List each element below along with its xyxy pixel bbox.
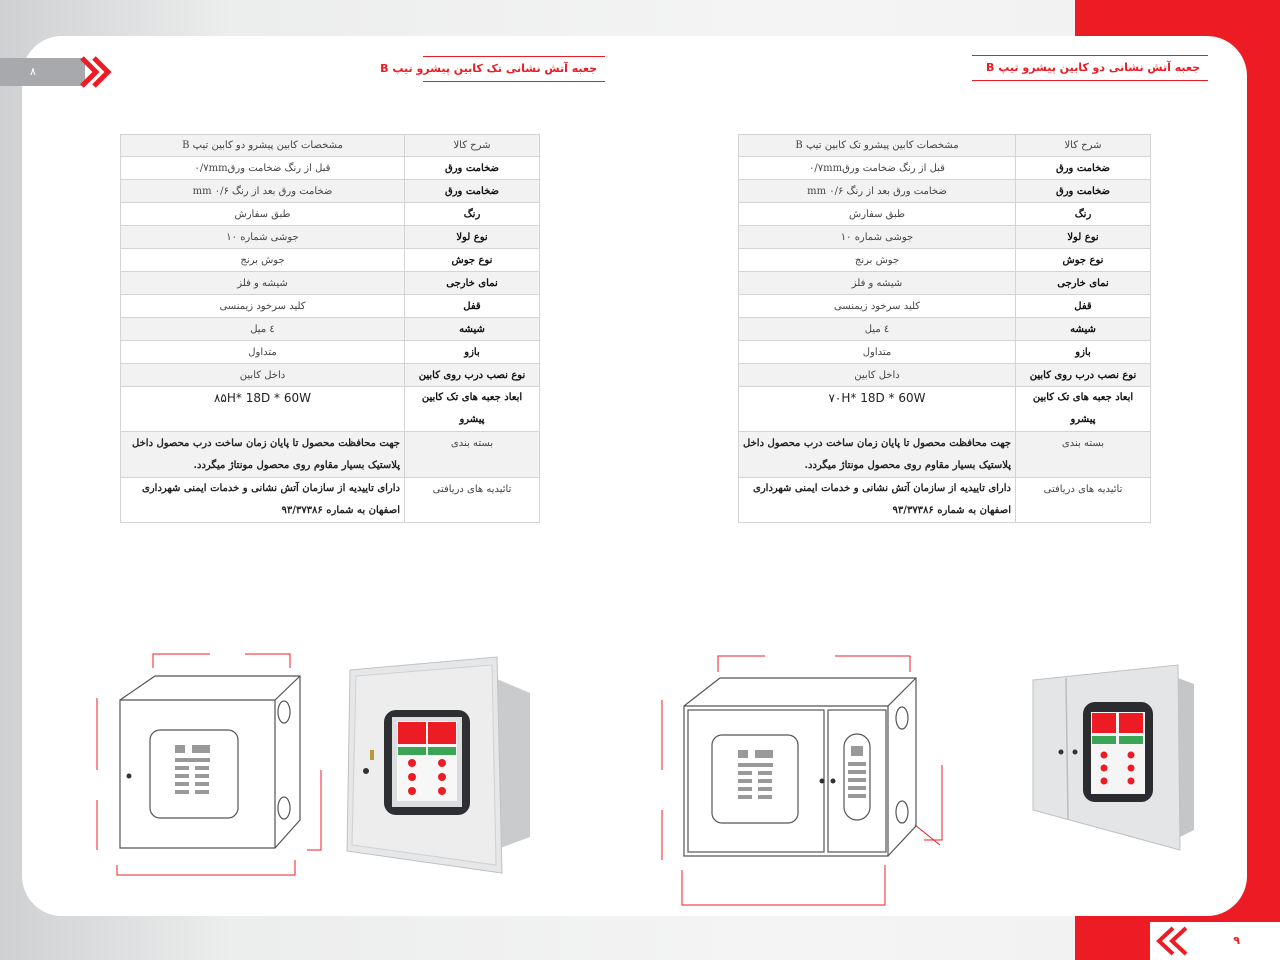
row-value: جوش برنج [739, 249, 1016, 272]
row-value: شیشه و فلز [121, 272, 405, 295]
row-value: طبق سفارش [121, 203, 405, 226]
double-cabinet-photo [1028, 660, 1198, 860]
table-header-row [121, 135, 540, 157]
row-key: رنگ [1016, 203, 1151, 226]
left-title-text: جعبه آتش نشانی تک کابین پیشرو تیپ B [380, 62, 597, 75]
row-key: نوع نصب درب روی کابین [1016, 364, 1151, 387]
row-key: نوع لولا [405, 226, 540, 249]
row-value: جوشی شماره ۱۰ [739, 226, 1016, 249]
row-key: نوع جوش [405, 249, 540, 272]
row-value: داخل کابین [739, 364, 1016, 387]
row-value: قبل از رنگ ضخامت ورق۰/۷mm [121, 157, 405, 180]
table-row [739, 249, 1151, 272]
page-number-left [0, 58, 85, 86]
row-key: بسته بندی [1016, 432, 1151, 478]
row-value: دارای تاییدیه از سازمان آتش نشانی و خدمات ایمنی شهرداری اصفهان به شماره ۹۳/۳۷۳۸۶ [739, 478, 1016, 523]
row-value: ۷۰H* 18D * 60W [739, 387, 1016, 432]
row-value: جهت محافظت محصول تا پایان زمان ساخت درب محصول داخل پلاستیک بسیار مقاوم روی محصول مونتاژ میگردد. [121, 432, 405, 478]
table-row [739, 203, 1151, 226]
page-number-left-text: ۸ [30, 65, 36, 78]
row-key: نمای خارجی [405, 272, 540, 295]
row-value: ٤ میل [121, 318, 405, 341]
table-row [121, 272, 540, 295]
table-row [739, 341, 1151, 364]
table-row [121, 249, 540, 272]
row-key: بسته بندی [405, 432, 540, 478]
table-row [121, 478, 540, 523]
header-key: شرح کالا [405, 135, 540, 157]
row-value: ضخامت ورق بعد از رنگ mm ۰/۶ [739, 180, 1016, 203]
left-page-title [380, 56, 605, 82]
row-key: تائیدیه های دریافتی [405, 478, 540, 523]
row-value: ۸۵H* 18D * 60W [121, 387, 405, 432]
row-value: ٤ میل [739, 318, 1016, 341]
table-row [739, 157, 1151, 180]
row-key: ضخامت ورق [1016, 180, 1151, 203]
table-row [739, 432, 1151, 478]
row-key: ضخامت ورق [405, 180, 540, 203]
row-value: متداول [739, 341, 1016, 364]
left-spec-table [120, 134, 540, 523]
row-key: شیشه [405, 318, 540, 341]
table-row [739, 387, 1151, 432]
row-value: ضخامت ورق بعد از رنگ mm ۰/۶ [121, 180, 405, 203]
chevron-arrows-icon [78, 56, 116, 88]
row-key: بازو [1016, 341, 1151, 364]
row-key: قفل [1016, 295, 1151, 318]
row-value: شیشه و فلز [739, 272, 1016, 295]
table-row [121, 318, 540, 341]
page-number-right-text: ۹ [1233, 934, 1240, 947]
row-value: جوشی شماره ۱۰ [121, 226, 405, 249]
right-title-text: جعبه آتش نشانی دو کابین پیشرو تیپ B [986, 61, 1200, 74]
double-cabinet-drawing [660, 650, 945, 910]
row-key: ابعاد جعبه های تک کابین پیشرو [1016, 387, 1151, 432]
table-row [739, 364, 1151, 387]
row-key: ضخامت ورق [1016, 157, 1151, 180]
row-key: تائیدیه های دریافتی [1016, 478, 1151, 523]
row-key: رنگ [405, 203, 540, 226]
row-value: کلید سرخود زیمنسی [121, 295, 405, 318]
header-key: شرح کالا [1016, 135, 1151, 157]
table-row [739, 226, 1151, 249]
row-key: نوع لولا [1016, 226, 1151, 249]
right-spec-table [738, 134, 1151, 523]
table-row [121, 203, 540, 226]
row-value: داخل کابین [121, 364, 405, 387]
row-value: دارای تاییدیه از سازمان آتش نشانی و خدمات ایمنی شهرداری اصفهان به شماره ۹۳/۳۷۳۸۶ [121, 478, 405, 523]
row-key: ابعاد جعبه های تک کابین پیشرو [405, 387, 540, 432]
row-key: شیشه [1016, 318, 1151, 341]
row-value: متداول [121, 341, 405, 364]
row-value: کلید سرخود زیمنسی [739, 295, 1016, 318]
single-cabinet-drawing [95, 650, 325, 885]
right-page-title [972, 55, 1208, 81]
table-row [121, 295, 540, 318]
table-row [121, 387, 540, 432]
table-row [739, 180, 1151, 203]
row-key: نوع جوش [1016, 249, 1151, 272]
table-row [739, 295, 1151, 318]
table-row [739, 318, 1151, 341]
table-row [121, 226, 540, 249]
table-header-row [739, 135, 1151, 157]
chevron-arrows-icon [1153, 926, 1193, 956]
row-key: بازو [405, 341, 540, 364]
row-key: نوع نصب درب روی کابین [405, 364, 540, 387]
row-key: ضخامت ورق [405, 157, 540, 180]
table-row [121, 432, 540, 478]
row-key: قفل [405, 295, 540, 318]
row-key: نمای خارجی [1016, 272, 1151, 295]
header-value: مشخصات کابین پیشرو تک کابین تیپ B [739, 135, 1016, 157]
single-cabinet-photo [342, 655, 532, 875]
row-value: جوش برنج [121, 249, 405, 272]
row-value: جهت محافظت محصول تا پایان زمان ساخت درب محصول داخل پلاستیک بسیار مقاوم روی محصول مونتاژ میگردد. [739, 432, 1016, 478]
table-row [121, 364, 540, 387]
row-value: طبق سفارش [739, 203, 1016, 226]
row-value: قبل از رنگ ضخامت ورق۰/۷mm [739, 157, 1016, 180]
table-row [121, 341, 540, 364]
table-row [121, 180, 540, 203]
header-value: مشخصات کابین پیشرو دو کابین تیپ B [121, 135, 405, 157]
table-row [739, 478, 1151, 523]
table-row [739, 272, 1151, 295]
table-row [121, 157, 540, 180]
